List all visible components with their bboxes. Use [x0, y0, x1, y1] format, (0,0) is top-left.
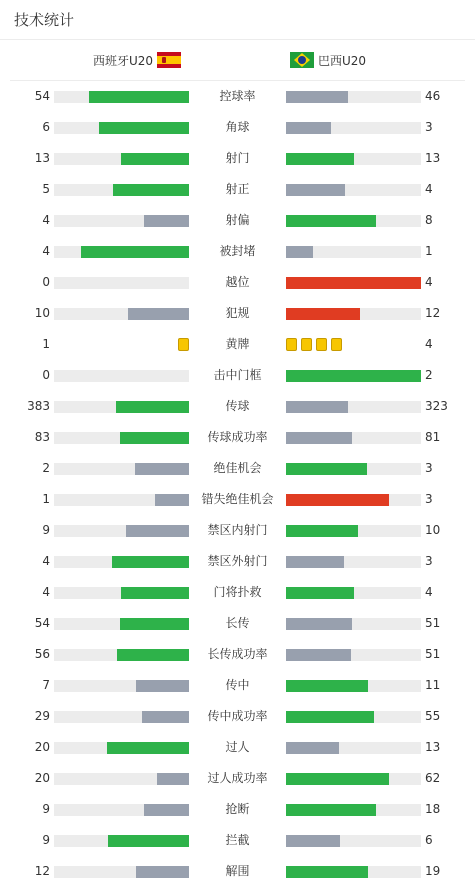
stat-label: 拦截 [225, 833, 250, 847]
stat-label: 解围 [225, 864, 250, 878]
away-value: 62 [425, 771, 441, 785]
stat-label: 传球成功率 [207, 430, 268, 444]
away-value: 51 [425, 616, 441, 630]
stat-label: 角球 [225, 120, 250, 134]
team-header [10, 40, 465, 81]
stat-row [0, 360, 475, 391]
away-bar-fill [286, 432, 352, 444]
home-value: 2 [42, 461, 50, 475]
home-value: 54 [34, 89, 50, 103]
home-bar-fill [136, 680, 189, 692]
away-bar [286, 525, 421, 537]
stat-label: 射正 [225, 182, 250, 196]
stat-row [0, 236, 475, 267]
stat-label: 击中门框 [213, 368, 262, 382]
home-value: 0 [42, 275, 50, 289]
home-bar-fill [99, 122, 189, 134]
away-bar [286, 649, 421, 661]
away-bar-fill [286, 773, 389, 785]
away-value: 55 [425, 709, 441, 723]
home-bar-fill [116, 401, 189, 413]
away-bar-fill [286, 556, 344, 568]
home-value: 13 [34, 151, 50, 165]
home-bar-fill [89, 91, 189, 103]
away-bar [286, 401, 421, 413]
away-value: 11 [425, 678, 441, 692]
away-value: 13 [425, 151, 441, 165]
home-value: 5 [42, 182, 50, 196]
away-bar [286, 153, 421, 165]
stats-header [0, 0, 475, 40]
home-bar [54, 153, 189, 165]
stat-row [0, 732, 475, 763]
home-bar-fill [142, 711, 189, 723]
home-value: 1 [42, 492, 50, 506]
away-bar [286, 463, 421, 475]
stat-row [0, 577, 475, 608]
away-bar [286, 866, 421, 878]
home-bar [54, 370, 189, 382]
away-bar [286, 184, 421, 196]
away-bar-fill [286, 308, 360, 320]
stat-label: 传中 [225, 678, 250, 692]
home-bar-fill [135, 463, 189, 475]
home-bar [54, 308, 189, 320]
away-bar-fill [286, 866, 368, 878]
away-bar [286, 587, 421, 599]
home-bar [54, 246, 189, 258]
stat-label: 传中成功率 [207, 709, 268, 723]
home-bar [54, 866, 189, 878]
home-bar [54, 401, 189, 413]
away-value: 19 [425, 864, 441, 878]
home-value: 6 [42, 120, 50, 134]
stat-row [0, 670, 475, 701]
home-bar [54, 184, 189, 196]
home-bar [54, 215, 189, 227]
stat-row [0, 81, 475, 112]
away-bar [286, 122, 421, 134]
stat-row [0, 794, 475, 825]
home-bar-fill [120, 618, 189, 630]
away-bar-fill [286, 153, 354, 165]
home-bar [54, 587, 189, 599]
home-bar-fill [157, 773, 189, 785]
away-value: 2 [425, 368, 433, 382]
away-bar-fill [286, 401, 348, 413]
home-bar-fill [121, 153, 189, 165]
away-bar-fill [286, 370, 421, 382]
stat-row [0, 546, 475, 577]
home-bar-fill [136, 866, 189, 878]
away-value: 81 [425, 430, 441, 444]
away-value: 46 [425, 89, 441, 103]
home-bar-fill [113, 184, 189, 196]
away-bar [286, 711, 421, 723]
away-bar-fill [286, 804, 376, 816]
away-bar-fill [286, 649, 351, 661]
stat-row [0, 112, 475, 143]
home-team-name: 西班牙U20 [92, 53, 153, 68]
home-value: 1 [42, 337, 50, 351]
away-bar [286, 91, 421, 103]
stat-label: 传球 [225, 399, 250, 413]
away-value: 6 [425, 833, 433, 847]
away-bar [286, 618, 421, 630]
stat-label: 长传成功率 [207, 647, 268, 661]
home-bar [54, 122, 189, 134]
stat-row [0, 391, 475, 422]
home-bar [54, 804, 189, 816]
stat-row [0, 763, 475, 794]
home-bar-fill [112, 556, 189, 568]
stat-label: 禁区内射门 [207, 523, 268, 537]
away-bar [286, 277, 421, 289]
away-bar-fill [286, 711, 374, 723]
stat-row [0, 825, 475, 856]
stat-row [0, 298, 475, 329]
away-bar-fill [286, 122, 331, 134]
home-bar [54, 463, 189, 475]
stat-label: 错失绝佳机会 [201, 492, 274, 506]
away-bar [286, 680, 421, 692]
home-value: 83 [34, 430, 50, 444]
home-bar-fill [117, 649, 189, 661]
home-value: 12 [34, 864, 50, 878]
stat-label: 过人 [225, 740, 250, 754]
stat-row [0, 453, 475, 484]
stat-label: 控球率 [219, 89, 256, 103]
home-value: 29 [34, 709, 50, 723]
stat-row [0, 484, 475, 515]
away-value: 1 [425, 244, 433, 258]
stat-row [0, 143, 475, 174]
away-bar [286, 556, 421, 568]
stat-label: 越位 [225, 275, 250, 289]
home-value: 54 [34, 616, 50, 630]
stat-label: 被封堵 [219, 244, 256, 258]
stat-label: 绝佳机会 [213, 461, 262, 475]
away-value: 13 [425, 740, 441, 754]
away-bar-fill [286, 494, 389, 506]
home-value: 56 [34, 647, 50, 661]
stat-label: 过人成功率 [207, 771, 268, 785]
home-bar-fill [126, 525, 189, 537]
stat-label: 射偏 [225, 213, 250, 227]
away-value: 8 [425, 213, 433, 227]
away-bar-fill [286, 525, 358, 537]
away-value: 4 [425, 275, 433, 289]
stat-label: 犯规 [225, 306, 250, 320]
away-value: 51 [425, 647, 441, 661]
stat-row [0, 267, 475, 298]
away-value: 3 [425, 120, 433, 134]
away-bar [286, 215, 421, 227]
home-bar-fill [155, 494, 189, 506]
home-value: 20 [34, 771, 50, 785]
stat-label: 禁区外射门 [207, 554, 268, 568]
home-yellow-cards [178, 338, 189, 351]
home-value: 20 [34, 740, 50, 754]
away-bar-fill [286, 835, 340, 847]
home-value: 4 [42, 554, 50, 568]
away-value: 18 [425, 802, 441, 816]
away-bar-fill [286, 742, 339, 754]
home-bar [54, 618, 189, 630]
home-bar [54, 711, 189, 723]
yellow-card-icon [316, 338, 327, 351]
away-value: 3 [425, 554, 433, 568]
stat-label: 射门 [225, 151, 250, 165]
home-bar-fill [120, 432, 189, 444]
home-bar [54, 835, 189, 847]
stat-row [0, 205, 475, 236]
home-value: 4 [42, 585, 50, 599]
stat-row [0, 174, 475, 205]
home-bar-fill [144, 215, 189, 227]
away-value: 4 [425, 337, 433, 351]
home-bar [54, 649, 189, 661]
away-bar-fill [286, 184, 345, 196]
away-yellow-cards [286, 338, 342, 351]
home-value: 10 [34, 306, 50, 320]
stat-row [0, 422, 475, 453]
home-bar [54, 494, 189, 506]
away-bar-fill [286, 463, 367, 475]
yellow-card-icon [178, 338, 189, 351]
yellow-card-icon [301, 338, 312, 351]
home-bar [54, 556, 189, 568]
home-value: 7 [42, 678, 50, 692]
brazil-flag-icon [290, 52, 314, 68]
away-value: 323 [425, 399, 448, 413]
home-value: 9 [42, 833, 50, 847]
away-bar [286, 370, 421, 382]
away-value: 12 [425, 306, 441, 320]
stat-row [0, 639, 475, 670]
away-value: 4 [425, 585, 433, 599]
home-bar-fill [144, 804, 189, 816]
home-bar-fill [128, 308, 189, 320]
home-value: 9 [42, 523, 50, 537]
home-team [89, 40, 181, 80]
home-bar [54, 773, 189, 785]
away-bar [286, 246, 421, 258]
away-bar [286, 494, 421, 506]
home-bar-fill [121, 587, 189, 599]
away-bar [286, 742, 421, 754]
away-team [290, 40, 370, 80]
home-bar [54, 91, 189, 103]
away-bar [286, 804, 421, 816]
yellow-card-icon [286, 338, 297, 351]
away-bar-fill [286, 680, 368, 692]
home-value: 4 [42, 244, 50, 258]
stat-row [0, 515, 475, 546]
home-bar-fill [107, 742, 189, 754]
yellow-card-icon [331, 338, 342, 351]
away-bar-fill [286, 91, 348, 103]
stat-label: 抢断 [225, 802, 250, 816]
away-bar [286, 432, 421, 444]
away-value: 3 [425, 461, 433, 475]
stat-label: 长传 [225, 616, 250, 630]
away-team-name: 巴西U20 [318, 53, 367, 68]
away-bar [286, 308, 421, 320]
home-value: 0 [42, 368, 50, 382]
home-bar [54, 742, 189, 754]
home-bar [54, 277, 189, 289]
home-bar-fill [81, 246, 189, 258]
home-value: 9 [42, 802, 50, 816]
home-bar [54, 680, 189, 692]
home-bar [54, 525, 189, 537]
stats-list [0, 81, 475, 887]
spain-flag-icon [157, 52, 181, 68]
stat-row [0, 856, 475, 887]
stat-row [0, 608, 475, 639]
away-bar-fill [286, 618, 352, 630]
away-bar-fill [286, 215, 376, 227]
away-bar [286, 835, 421, 847]
page-title: 技术统计 [14, 11, 75, 29]
stat-row [0, 701, 475, 732]
away-bar-fill [286, 277, 421, 289]
away-bar-fill [286, 587, 354, 599]
away-value: 3 [425, 492, 433, 506]
stat-label: 黄牌 [225, 337, 250, 351]
away-bar-fill [286, 246, 313, 258]
home-bar [54, 432, 189, 444]
home-value: 4 [42, 213, 50, 227]
stat-row [0, 329, 475, 360]
stat-label: 门将扑救 [213, 585, 262, 599]
home-bar-fill [108, 835, 189, 847]
home-value: 383 [27, 399, 50, 413]
away-value: 10 [425, 523, 441, 537]
away-bar [286, 773, 421, 785]
away-value: 4 [425, 182, 433, 196]
